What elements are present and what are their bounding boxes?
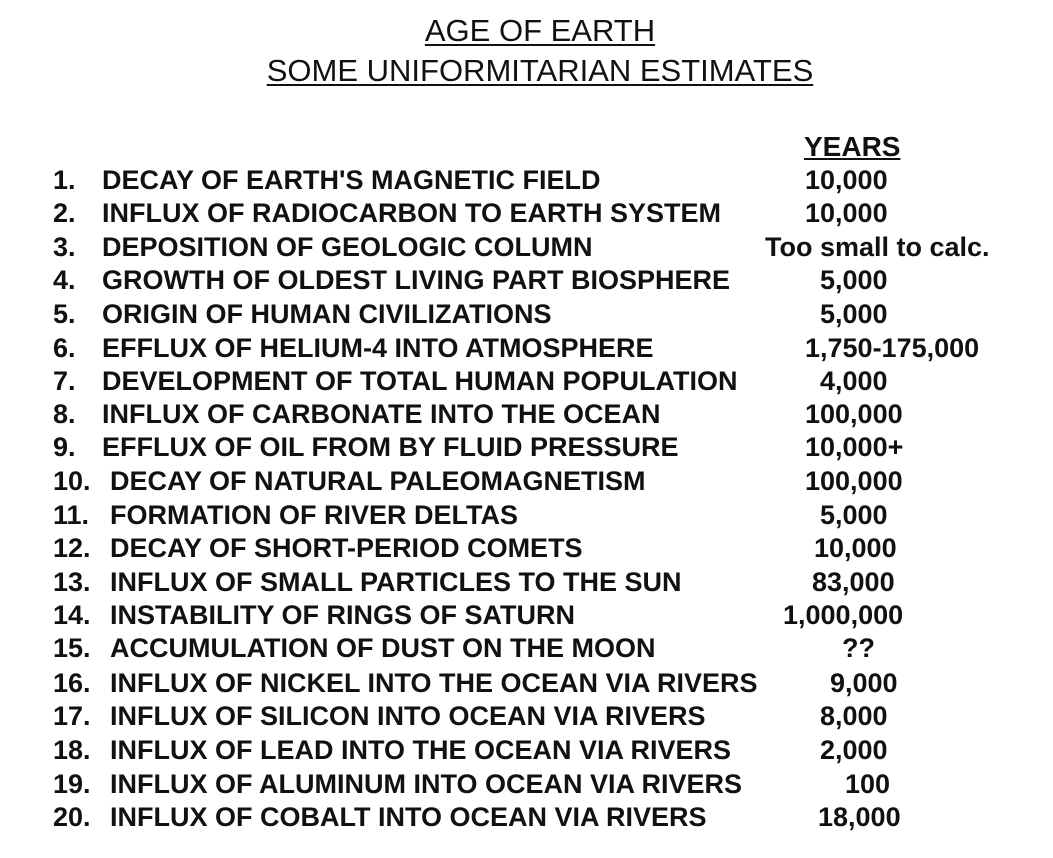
estimate-row <box>0 566 1053 598</box>
estimate-years: 5,000 <box>820 265 888 295</box>
estimate-number: 8. <box>53 399 76 429</box>
estimate-years: Too small to calc. <box>765 232 990 262</box>
estimate-row <box>0 164 1053 196</box>
estimate-years: 10,000 <box>805 198 888 228</box>
estimate-description: DEVELOPMENT OF TOTAL HUMAN POPULATION <box>102 366 738 396</box>
estimate-years: 5,000 <box>820 299 888 329</box>
estimate-number: 4. <box>53 265 76 295</box>
estimate-description: INFLUX OF NICKEL INTO THE OCEAN VIA RIVERS <box>110 668 758 698</box>
estimate-row <box>0 197 1053 229</box>
estimate-description: INFLUX OF ALUMINUM INTO OCEAN VIA RIVERS <box>110 769 743 799</box>
estimate-description: INFLUX OF COBALT INTO OCEAN VIA RIVERS <box>110 802 707 832</box>
estimate-number: 14. <box>53 600 91 630</box>
estimate-row <box>0 332 1053 364</box>
estimate-years: 9,000 <box>830 668 898 698</box>
estimate-number: 3. <box>53 232 76 262</box>
estimate-row <box>0 264 1053 296</box>
estimate-years: 4,000 <box>820 366 888 396</box>
estimate-row <box>0 700 1053 732</box>
estimate-description: INFLUX OF SMALL PARTICLES TO THE SUN <box>110 567 682 597</box>
estimate-number: 7. <box>53 366 76 396</box>
estimate-row <box>0 398 1053 430</box>
estimate-row <box>0 599 1053 631</box>
estimate-description: GROWTH OF OLDEST LIVING PART BIOSPHERE <box>102 265 731 295</box>
estimate-description: DECAY OF SHORT-PERIOD COMETS <box>110 533 583 563</box>
estimate-years: 10,000+ <box>805 432 904 462</box>
estimate-years: 83,000 <box>812 567 895 597</box>
estimate-row <box>0 667 1053 699</box>
estimate-number: 20. <box>53 802 91 832</box>
document-title: AGE OF EARTH <box>424 13 656 48</box>
estimate-description: DEPOSITION OF GEOLOGIC COLUMN <box>102 232 593 262</box>
estimate-description: INFLUX OF RADIOCARBON TO EARTH SYSTEM <box>102 198 722 228</box>
estimate-description: EFFLUX OF OIL FROM BY FLUID PRESSURE <box>102 432 679 462</box>
estimate-row <box>0 632 1053 664</box>
estimate-years: 2,000 <box>820 735 888 765</box>
estimate-number: 17. <box>53 701 91 731</box>
years-column-header: YEARS <box>804 131 901 162</box>
estimate-row <box>0 532 1053 564</box>
estimate-number: 16. <box>53 668 91 698</box>
estimate-description: INFLUX OF SILICON INTO OCEAN VIA RIVERS <box>110 701 706 731</box>
estimate-row <box>0 465 1053 497</box>
estimate-number: 9. <box>53 432 76 462</box>
estimate-years: 10,000 <box>805 165 888 195</box>
estimate-row <box>0 734 1053 766</box>
estimate-years: ?? <box>842 633 875 663</box>
estimate-number: 1. <box>53 165 76 195</box>
estimate-number: 13. <box>53 567 91 597</box>
estimate-years: 5,000 <box>820 500 888 530</box>
estimate-years: 100 <box>845 769 891 799</box>
estimate-row <box>0 365 1053 397</box>
estimate-years: 8,000 <box>820 701 888 731</box>
estimate-years: 18,000 <box>818 802 901 832</box>
estimate-row <box>0 801 1053 833</box>
estimate-row <box>0 298 1053 330</box>
estimate-years: 100,000 <box>805 399 903 429</box>
estimate-years: 100,000 <box>805 466 903 496</box>
estimate-number: 19. <box>53 769 91 799</box>
estimate-row <box>0 231 1053 263</box>
estimate-number: 11. <box>53 500 90 530</box>
document-subtitle: SOME UNIFORMITARIAN ESTIMATES <box>266 53 814 88</box>
estimate-years: 1,000,000 <box>783 600 904 630</box>
estimate-number: 12. <box>53 533 91 563</box>
estimate-number: 15. <box>53 633 91 663</box>
estimate-row <box>0 431 1053 463</box>
estimate-number: 2. <box>53 198 76 228</box>
estimate-years: 10,000 <box>814 533 897 563</box>
estimate-description: ORIGIN OF HUMAN CIVILIZATIONS <box>102 299 552 329</box>
estimate-row <box>0 768 1053 800</box>
estimate-description: EFFLUX OF HELIUM-4 INTO ATMOSPHERE <box>102 333 654 363</box>
estimate-number: 6. <box>53 333 76 363</box>
estimate-description: INSTABILITY OF RINGS OF SATURN <box>110 600 575 630</box>
estimate-description: DECAY OF EARTH'S MAGNETIC FIELD <box>102 165 601 195</box>
estimate-description: INFLUX OF CARBONATE INTO THE OCEAN <box>102 399 661 429</box>
estimate-description: ACCUMULATION OF DUST ON THE MOON <box>110 633 656 663</box>
estimate-number: 5. <box>53 299 76 329</box>
estimate-row <box>0 499 1053 531</box>
estimate-number: 18. <box>53 735 91 765</box>
estimate-description: DECAY OF NATURAL PALEOMAGNETISM <box>110 466 646 496</box>
estimate-description: FORMATION OF RIVER DELTAS <box>110 500 518 530</box>
estimate-number: 10. <box>53 466 91 496</box>
estimate-years: 1,750-175,000 <box>805 333 980 363</box>
estimate-description: INFLUX OF LEAD INTO THE OCEAN VIA RIVERS <box>110 735 732 765</box>
